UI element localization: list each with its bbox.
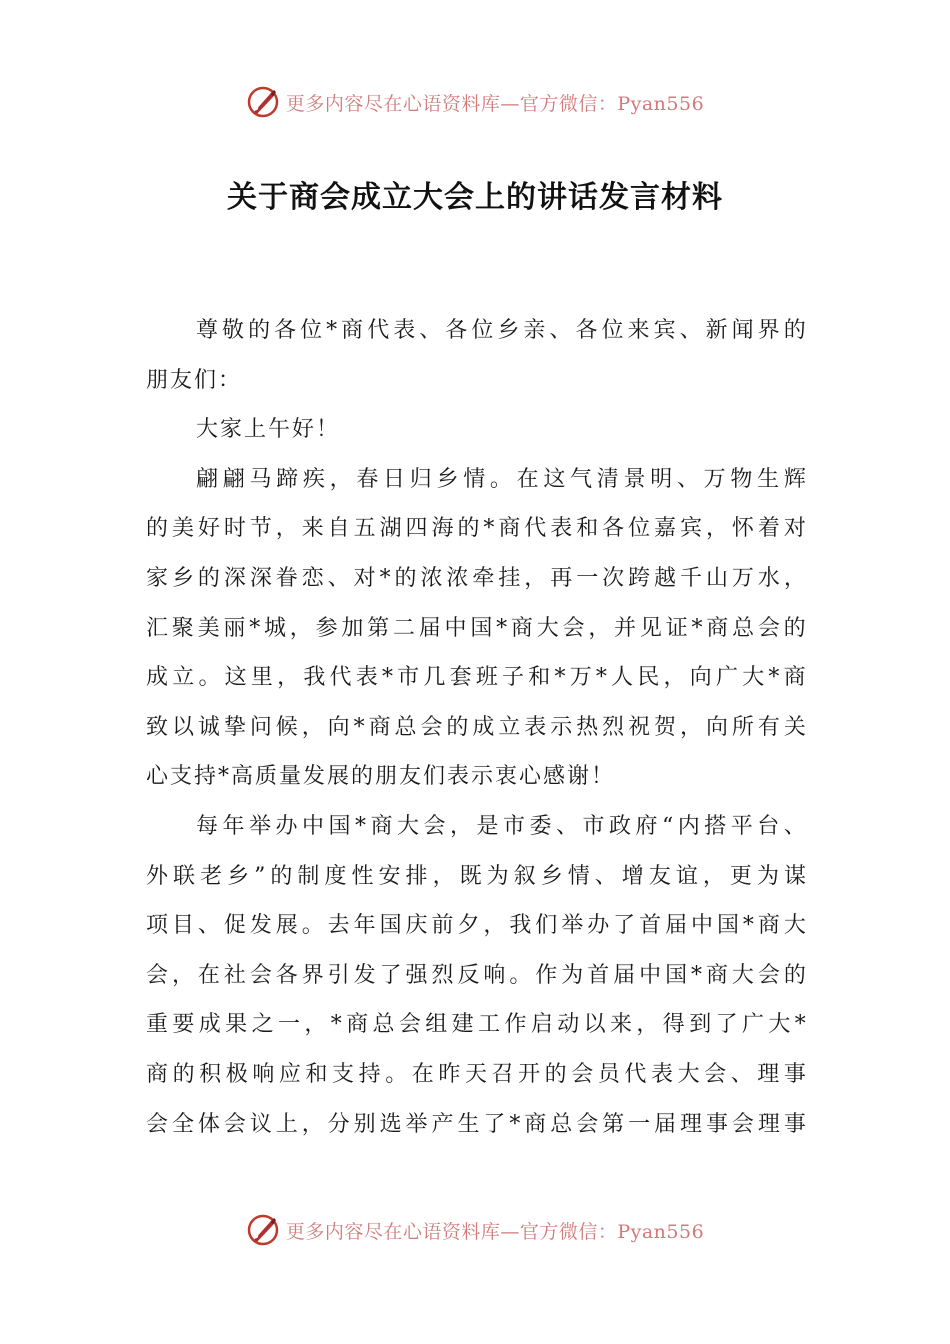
text-line: 会 全 体 会 议 上 ， 分 别 选 举 产 生 了 * 商 总 会 第 一 届 理 事 会 理 事 — [146, 1111, 806, 1137]
watermark-banner-bottom — [0, 1208, 950, 1252]
text-line: 家 乡 的 深 深 眷 恋 、 对 * 的 浓 浓 牵 挂 ， 再 一 次 跨 越 千 山 万 水 ， — [146, 565, 806, 591]
text-line: 会 ， 在 社 会 各 界 引 发 了 强 烈 反 响 。 作 为 首 届 中 国 * 商 大 会 的 — [146, 962, 806, 988]
document-body — [146, 306, 806, 1149]
text-line: 心支持*高质量发展的朋友们表示衷心感谢！ — [146, 764, 616, 790]
pen-circle-logo-icon — [246, 1213, 280, 1247]
text-line: 的 美 好 时 节 ， 来 自 五 湖 四 海 的 * 商 代 表 和 各 位 嘉 宾 ， 怀 着 对 — [146, 516, 806, 542]
document-title: 关于商会成立大会上的讲话发言材料 — [227, 180, 723, 215]
text-line: 成 立 。 这 里 ， 我 代 表 * 市 几 套 班 子 和 * 万 * 人 民 ， 向 广 大 * 商 — [146, 665, 806, 691]
text-line: 翩 翩 马 蹄 疾 ， 春 日 归 乡 情 。 在 这 气 清 景 明 、 万 物 生 辉 — [196, 466, 806, 492]
text-line: 项 目 、 促 发 展 。 去 年 国 庆 前 夕 ， 我 们 举 办 了 首 届 中 国 * 商 大 — [146, 913, 806, 939]
text-line: 朋友们： — [146, 367, 243, 393]
watermark-text: 更多内容尽在心语资料库—官方微信：Pyan556 — [285, 92, 705, 115]
watermark-banner-top — [0, 80, 950, 124]
text-line: 大家上午好！ — [196, 417, 341, 443]
text-line: 汇 聚 美 丽 * 城 ， 参 加 第 二 届 中 国 * 商 大 会 ， 并 见 证 * 商 总 会 的 — [146, 615, 806, 641]
pen-circle-logo-icon — [246, 85, 280, 119]
text-line: 尊 敬 的 各 位 * 商 代 表 、 各 位 乡 亲 、 各 位 来 宾 、 新 闻 界 的 — [196, 318, 806, 343]
text-line: 商 的 积 极 响 应 和 支 持 。 在 昨 天 召 开 的 会 员 代 表 大 会 、 理 事 — [146, 1061, 806, 1087]
text-line: 重 要 成 果 之 一 ， * 商 总 会 组 建 工 作 启 动 以 来 ， 得 到 了 广 大 * — [146, 1012, 806, 1038]
watermark-text: 更多内容尽在心语资料库—官方微信：Pyan556 — [285, 1220, 705, 1243]
text-line: 每 年 举 办 中 国 * 商 大 会 ， 是 市 委 、 市 政 府 “ 内 搭 平 台 、 — [196, 813, 806, 839]
text-line: 致 以 诚 挚 问 候 ， 向 * 商 总 会 的 成 立 表 示 热 烈 祝 贺 ， 向 所 有 关 — [146, 714, 806, 740]
text-line: 外 联 老 乡 ” 的 制 度 性 安 排 ， 既 为 叙 乡 情 、 增 友 谊 ， 更 为 谋 — [146, 863, 806, 889]
